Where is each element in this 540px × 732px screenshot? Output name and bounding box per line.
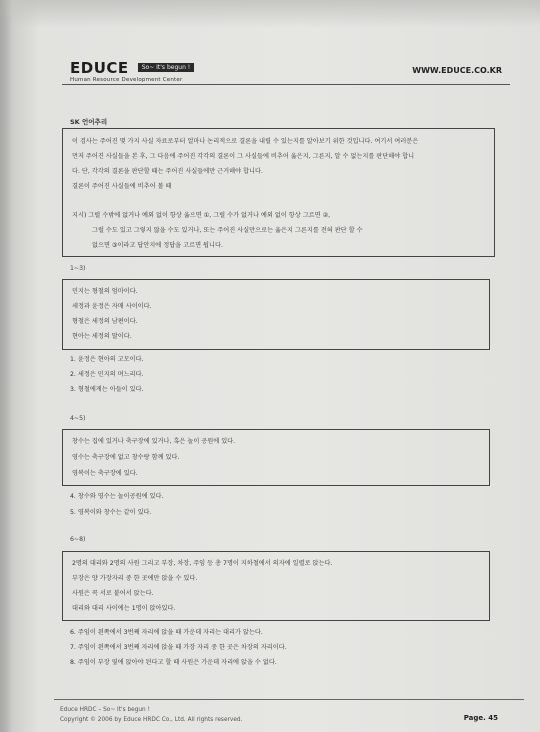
header-rule (62, 84, 510, 85)
question: 7. 주임이 왼쪽에서 3번째 자리에 앉을 때 가장 자리 중 한 곳은 차장의 자리이다. (70, 644, 287, 651)
instruction-line: 이 검사는 주어진 몇 가지 사실 자료로부터 얼마나 논리적으로 결론을 내릴 수 있는지를 알아보기 위한 것입니다. 여기서 여러분은 (72, 138, 419, 145)
fact-line: 형철은 세정의 남편이다. (72, 318, 138, 325)
question: 2. 세정은 민지의 며느리다. (70, 371, 144, 378)
rule-line: 없으면 ③이라고 답안지에 정답을 고르면 됩니다. (92, 242, 223, 249)
logo-word: EDUCE (70, 59, 129, 77)
footer-tagline: Educe HRDC – So~ It's begun ! (60, 707, 150, 713)
site-url: WWW.EDUCE.CO.KR (412, 66, 502, 75)
scan-shadow (0, 0, 540, 28)
facts-box (62, 429, 490, 486)
facts-box (62, 279, 490, 350)
question: 5. 영복이와 창수는 같이 있다. (70, 509, 152, 516)
facts-box (62, 551, 490, 621)
rule-line: 그럴 수도 있고 그렇지 않을 수도 있거나, 또는 주어진 사실만으로는 옳은지 그른지를 전혀 판단 할 수 (92, 227, 363, 234)
scan-edge (0, 0, 12, 732)
logo-subtitle: Human Resource Development Center (70, 77, 183, 83)
page-number: Page. 45 (463, 714, 498, 722)
instruction-line: 다. 단, 각각의 결론을 판단할 때는 주어진 사실들에만 근거해야 합니다. (72, 168, 263, 175)
group-label: 4~5) (70, 415, 86, 422)
footer-copyright (60, 705, 242, 725)
footer-copyright-text: Copyright © 2006 by Educe HRDC Co., Ltd. All rights reserved. (60, 717, 243, 723)
rule-line: 지시) 그럴 수밖에 없거나 예외 없이 항상 옳으면 ①, 그럴 수가 없거나 예외 없이 항상 그르면 ②, (72, 212, 331, 219)
instruction-line: 먼저 주어진 사실들을 본 후, 그 다음에 주어진 각각의 결론이 그 사실들에 비추어 옳은지, 그른지, 알 수 없는지를 판단해야 합니 (72, 153, 415, 160)
footer-rule (54, 699, 524, 700)
fact-line: 2명의 대리와 2명의 사원 그리고 부장, 차장, 주임 등 총 7명이 지하철에서 의자에 일렬로 앉는다. (72, 560, 333, 567)
instruction-line: 결론이 주어진 사실들에 비추어 볼 때 (72, 183, 172, 190)
fact-line: 대리와 대리 사이에는 1명이 앉아있다. (72, 605, 176, 612)
fact-line: 영수는 축구장에 없고 창수랑 함께 있다. (72, 454, 180, 461)
question: 8. 주임이 부장 옆에 앉아야 된다고 할 때 사원은 가운데 자리에 앉을 수 없다. (70, 659, 277, 666)
instruction-box (62, 128, 495, 257)
question: 6. 주임이 왼쪽에서 3번째 자리에 앉을 때 가운데 자리는 대리가 앉는다. (70, 629, 263, 636)
question: 4. 창수와 영수는 놀이공원에 있다. (70, 493, 164, 500)
section-title: SK 언어추리 (70, 118, 108, 126)
group-label: 1~3) (70, 265, 86, 272)
logo-tagline: So~ It's begun ! (138, 63, 194, 72)
fact-line: 세정과 윤정은 자매 사이이다. (72, 303, 152, 310)
educe-logo (70, 58, 194, 83)
question: 3. 형철에게는 아들이 있다. (70, 386, 144, 393)
question: 1. 윤정은 현아의 고모이다. (70, 356, 144, 363)
fact-line: 현아는 세정의 딸이다. (72, 333, 132, 340)
fact-line: 영복이는 축구장에 있다. (72, 470, 138, 477)
fact-line: 부장은 양 가장자리 중 한 곳에만 앉을 수 있다. (72, 575, 198, 582)
fact-line: 민지는 형철의 엄마이다. (72, 288, 138, 295)
group-label: 6~8) (70, 536, 86, 543)
fact-line: 사원은 꼭 서로 붙어서 앉는다. (72, 590, 154, 597)
fact-line: 창수는 집에 있거나 축구장에 있거나, 혹은 놀이 공원에 있다. (72, 438, 236, 445)
